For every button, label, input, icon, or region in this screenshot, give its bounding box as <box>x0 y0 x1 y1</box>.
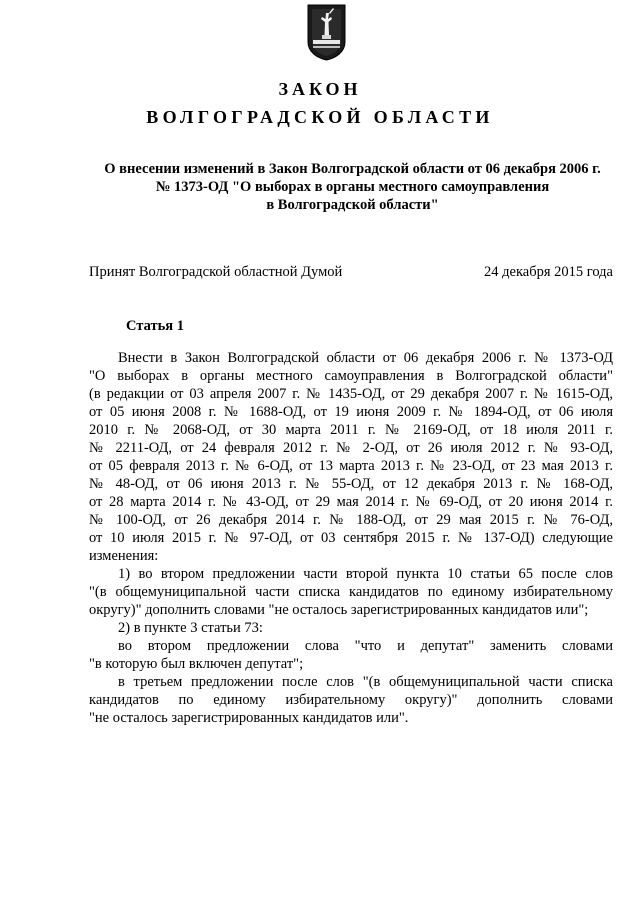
coat-of-arms-icon <box>307 4 346 61</box>
body-line: от 28 марта 2014 г. № 43-ОД, от 29 мая 2014 г. № 69-ОД, от 20 июня 2014 г. <box>89 494 613 510</box>
adoption-line <box>89 263 613 281</box>
document-type-title: ЗАКОН <box>278 79 362 99</box>
body-line: № 2211-ОД, от 24 февраля 2012 г. № 2-ОД, от 26 июля 2012 г. № 93-ОД, <box>89 440 613 456</box>
body-line: от 10 июля 2015 г. № 97-ОД, от 03 сентября 2015 г. № 137-ОД) следующие <box>89 530 613 546</box>
article-body <box>89 349 613 727</box>
article-heading: Статья 1 <box>126 318 184 334</box>
body-line: округу)" дополнить словами "не осталось зарегистрированных кандидатов или"; <box>89 602 589 618</box>
body-line: в третьем предложении после слов "(в общемуниципальной части списка <box>118 674 613 690</box>
body-line: "не осталось зарегистрированных кандидатов или". <box>89 710 409 726</box>
subject-line: О внесении изменений в Закон Волгоградской области от 06 декабря 2006 г. <box>104 161 601 177</box>
body-line: от 05 февраля 2013 г. № 6-ОД, от 13 марта 2013 г. № 23-ОД, от 23 мая 2013 г. <box>89 458 613 474</box>
subject-line: в Волгоградской области" <box>266 197 439 213</box>
body-line: изменения: <box>89 548 159 564</box>
body-line: от 05 июня 2008 г. № 1688-ОД, от 19 июня 2009 г. № 1894-ОД, от 06 июля <box>89 404 613 420</box>
body-line: кандидатов по единому избирательному округу)" дополнить словами <box>89 692 613 708</box>
body-line: "в которую был включен депутат"; <box>89 656 304 672</box>
body-line: во втором предложении слова "что и депутат" заменить словами <box>118 638 613 654</box>
body-line: (в редакции от 03 апреля 2007 г. № 1435-ОД, от 29 декабря 2007 г. № 1615-ОД, <box>89 386 613 402</box>
body-line: "О выборах в органы местного самоуправления в Волгоградской области" <box>89 368 613 384</box>
subject-line: № 1373-ОД "О выборах в органы местного самоуправления <box>155 179 550 195</box>
body-line: № 48-ОД, от 06 июня 2013 г. № 55-ОД, от 12 декабря 2013 г. № 168-ОД, <box>89 476 613 492</box>
adoption-date: 24 декабря 2015 года <box>484 264 613 280</box>
body-line: "(в общемуниципальной части списка кандидатов по единому избирательному <box>89 584 613 600</box>
body-line: Внести в Закон Волгоградской области от 06 декабря 2006 г. № 1373-ОД <box>118 350 613 366</box>
body-line: 2010 г. № 2068-ОД, от 30 марта 2011 г. № 2169-ОД, от 18 июля 2011 г. <box>89 422 613 438</box>
body-line: 1) во втором предложении части второй пункта 10 статьи 65 после слов <box>118 566 613 582</box>
law-subject-title <box>80 160 625 214</box>
body-line: 2) в пункте 3 статьи 73: <box>118 620 263 636</box>
adopted-by-text: Принят Волгоградской областной Думой <box>89 264 343 280</box>
region-title: ВОЛГОГРАДСКОЙ ОБЛАСТИ <box>146 107 494 127</box>
body-line: № 100-ОД, от 26 декабря 2014 г. № 188-ОД, от 29 мая 2015 г. № 76-ОД, <box>89 512 613 528</box>
